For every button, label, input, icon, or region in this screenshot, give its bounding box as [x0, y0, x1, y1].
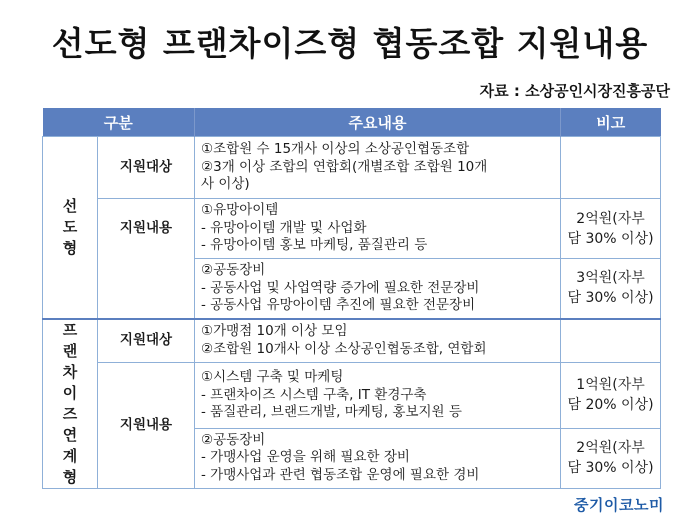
sub-category: 지원내용: [98, 363, 195, 489]
sub-category: 지원내용: [98, 199, 195, 259]
group-label-leading: 선도형: [43, 137, 98, 319]
note-cell: 3억원(자부 담 30% 이상): [561, 259, 661, 319]
group-label-franchise: 프랜차이즈연계형: [43, 319, 98, 489]
page-title: 선도형 프랜차이즈형 협동조합 지원내용: [51, 24, 649, 63]
header-content: 주요내용: [195, 108, 561, 137]
content-cell: ①조합원 수 15개사 이상의 소상공인협동조합 ②3개 이상 조합의 연합회(개별조합 조합원 10개 사 이상): [195, 137, 561, 199]
note-cell: 2억원(자부 담 30% 이상): [561, 428, 661, 488]
content-cell: ①시스템 구축 및 마케팅 - 프랜차이즈 시스템 구축, IT 환경구축 - 품질관리, 브랜드개발, 마케팅, 홍보지원 등: [195, 363, 561, 429]
content-cell: ①가맹점 10개 이상 모임 ②조합원 10개사 이상 소상공인협동조합, 연합회: [195, 319, 561, 363]
content-cell: ①유망아이템 - 유망아이템 개발 및 사업화 - 유망아이템 홍보 마케팅, 품질관리 등: [195, 199, 561, 259]
sub-category: [98, 259, 195, 319]
sub-category: 지원대상: [98, 319, 195, 363]
content-cell: ②공동장비 - 공동사업 및 사업역량 증가에 필요한 전문장비 - 공동사업 유망아이템 추진에 필요한 전문장비: [195, 259, 561, 319]
note-cell: 2억원(자부 담 30% 이상): [561, 199, 661, 259]
note-cell: [561, 319, 661, 363]
table-row: [43, 199, 661, 259]
table-header-row: [43, 108, 661, 137]
table-row: [43, 363, 661, 429]
header-category: 구분: [43, 108, 195, 137]
content-cell: ②공동장비 - 가맹사업 운영을 위해 필요한 장비 - 가맹사업과 관련 협동조합 운영에 필요한 경비: [195, 428, 561, 488]
table-row: [43, 319, 661, 363]
note-cell: 1억원(자부 담 20% 이상): [561, 363, 661, 429]
header-note: 비고: [561, 108, 661, 137]
source-label: 자료 : 소상공인시장진흥공단: [479, 82, 670, 100]
table-row: [43, 259, 661, 319]
note-cell: [561, 137, 661, 199]
sub-category: 지원대상: [98, 137, 195, 199]
brand-logo-text: 중기이코노미: [574, 496, 664, 514]
support-table: [42, 108, 661, 489]
table-row: [43, 137, 661, 199]
